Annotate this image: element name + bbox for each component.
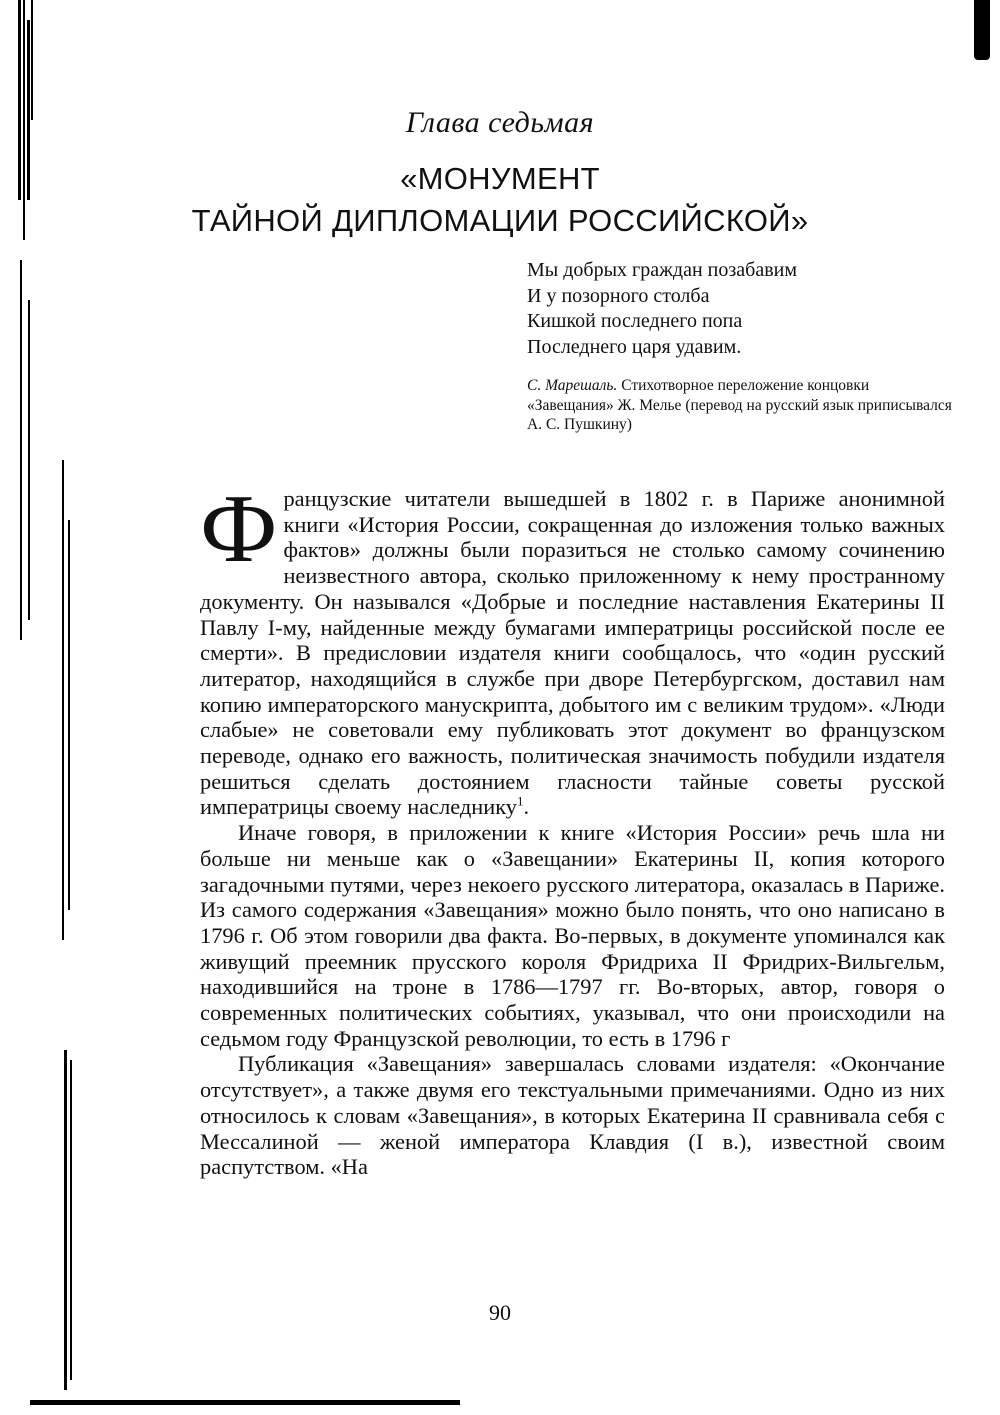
paragraph-1-text: ранцузские читатели вышедшей в 1802 г. в Париже анонимной книги «История России, сокращенная до изложения только важных фактов» должны были поразиться не столько самому сочинению неизвестного автора, сколько приложенному к нему пространному документу. Он назывался «Добрые и последние наставления Екатерины II Павлу I-му, найденные между бумагами императрицы российской после ее смерти». В предисловии издателя книги сообщалось, что «один русский литератор, находящийся в службе при дворе Петербургском, доставил нам копию императорского манускрипта, добытого им с великим трудом». «Люди слабые» не советовали ему публиковать этот документ во французском переводе, однако его важность, политическая значимость побудили издателя решиться сделать достоянием гласности тайные советы русской императрицы своему наследнику (200, 486, 945, 820)
footnote-marker[interactable]: 1 (517, 793, 524, 809)
scan-bottom-rule (30, 1400, 460, 1405)
paragraph-2: Иначе говоря, в приложении к книге «История России» речь шла ни больше ни меньше как о «Завещании» Екатерины II, копия которого загадочными путями, через некоего русского литератора, оказалась в Париже. Из самого содержания «Завещания» можно было понять, что оно написано в 1796 г. Об этом говорили два факта. Во-первых, в документе упоминался как живущий преемник прусского короля Фридриха II Фридрих-Вильгельм, находившийся на троне в 1786—1797 гг. Во-вторых, автор, говоря о современных политических событиях, указывал, что они происходили на седьмом году Французской революции, то есть в 1796 г (200, 820, 945, 1051)
paragraph-3: Публикация «Завещания» завершалась словами издателя: «Окончание отсутствует», а также двумя его текстуальными примечаниями. Одно из них относилось к словам «Завещания», в которых Екатерина II сравнивала себя с Мессалиной — женой императора Клавдия (I в.), известной своим распутством. «На (200, 1051, 945, 1180)
epigraph-source (527, 376, 957, 435)
paragraph-1 (200, 475, 945, 820)
chapter-title (0, 158, 1000, 242)
page-number: 90 (489, 1300, 511, 1325)
paragraph-1-end: . (523, 794, 530, 820)
drop-cap: Ф (200, 475, 278, 583)
body-text (200, 475, 945, 1180)
epigraph-line: Последнего царя удавим. (527, 335, 742, 358)
scan-edge-right (974, 0, 990, 60)
epigraph-source-text: Стихотворное переложение концовки «Завещания» Ж. Мелье (перевод на русский язык приписывался А. С. Пушкину) (527, 377, 952, 433)
epigraph-line: Кишкой последнего попа (527, 310, 743, 332)
chapter-title-line-2: ТАЙНОЙ ДИПЛОМАЦИИ РОССИЙСКОЙ» (191, 203, 809, 238)
epigraph-author: С. Марешаль. (527, 377, 618, 394)
epigraph (527, 258, 957, 435)
chapter-title-line-1: «МОНУМЕНТ (400, 161, 600, 196)
epigraph-line: И у позорного столба (527, 284, 710, 307)
chapter-label: Глава седьмая (405, 106, 595, 139)
epigraph-verse (527, 258, 957, 360)
epigraph-line: Мы добрых граждан позабавим (527, 259, 797, 281)
